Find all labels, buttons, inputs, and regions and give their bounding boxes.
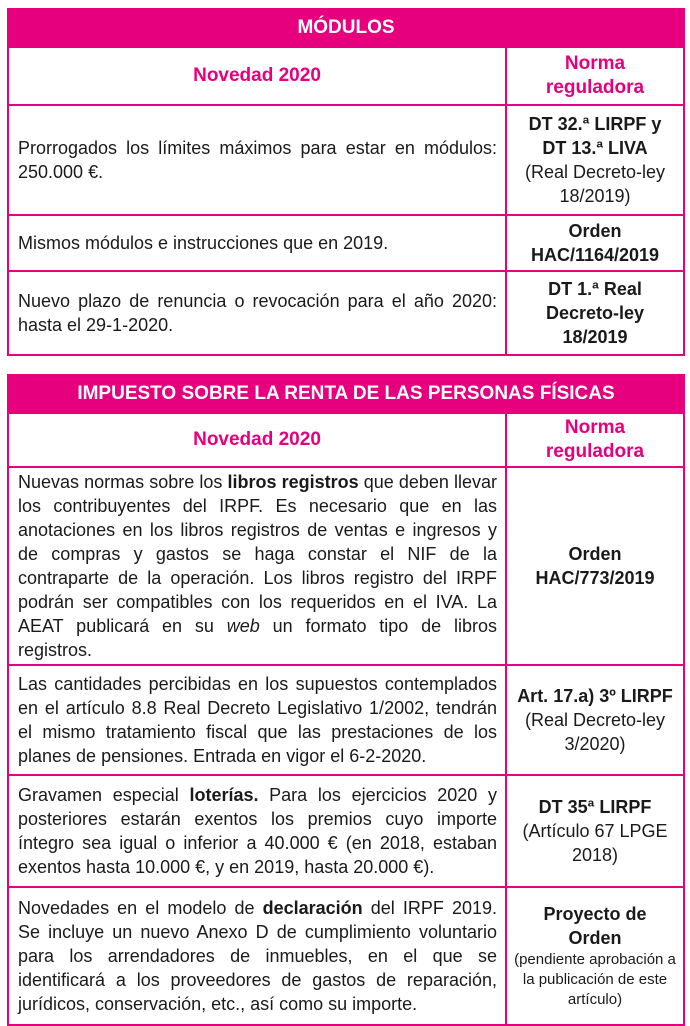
norma-small: (pendiente aprobación a la publicación de este artículo) [514,951,676,1008]
column-header-norma: Norma reguladora [506,47,684,105]
column-header-novedad: Novedad 2020 [8,413,506,467]
desc-bold: libros registros [227,472,359,492]
table-row [8,665,684,775]
row-norma [506,271,684,355]
norma-bold: DT 1.ª Real Decreto-ley 18/2019 [545,279,645,347]
norma-bold: Orden HAC/1164/2019 [530,221,660,265]
norma-bold: Orden HAC/773/2019 [535,544,655,588]
desc-text: del IRPF 2019. Se incluye un nuevo Anexo D de cumplimiento voluntario para los arrendadores de inmuebles, en el que se identificará a los proveedores de gastos de reparación, jurídicos, conservación, etc., así como su importe. [18,898,497,1014]
norma-bold: Proyecto de Orden [543,904,647,948]
desc-italic: web [226,616,260,636]
row-norma [506,105,684,215]
modulos-title: MÓDULOS [8,9,684,47]
norma-bold: DT 35ª LIRPF [538,797,652,817]
row-norma [506,775,684,887]
desc-bold: loterías. [189,785,259,805]
desc-text: un formato tipo de libros registros. [18,616,497,660]
norma-bold: DT 32.ª LIRPF y DT 13.ª LIVA [528,114,662,158]
desc-text: Novedades en el modelo de [18,898,263,918]
row-description [8,467,506,665]
table-row [8,105,684,215]
desc-bold: declaración [262,898,363,918]
row-norma [506,887,684,1025]
row-norma [506,665,684,775]
norma-normal: (Real Decreto-ley 18/2019) [524,162,666,206]
table-row [8,887,684,1025]
table-row [8,467,684,665]
column-header-novedad: Novedad 2020 [8,47,506,105]
row-norma [506,215,684,271]
table-row [8,215,684,271]
desc-text: Gravamen especial [18,785,190,805]
row-description [8,775,506,887]
norma-normal: (Artículo 67 LPGE 2018) [522,821,668,865]
desc-text: Para los ejercicios 2020 y posteriores estarán exentos los premios cuyo importe íntegro sea igual o inferior a 40.000 € (en 2018, estaban exentos hasta 10.000 €, y en 2019, hasta 20.000 €). [18,785,498,877]
row-description: Prorrogados los límites máximos para estar en módulos: 250.000 €. [8,105,506,215]
modulos-table [7,8,685,356]
row-description [8,887,506,1025]
desc-text: Nuevas normas sobre los [18,472,228,492]
norma-normal: (Real Decreto-ley 3/2020) [524,710,666,754]
row-description: Nuevo plazo de renuncia o revocación para el año 2020: hasta el 29-1-2020. [8,271,506,355]
desc-text: que deben llevar los contribuyentes del IRPF. Es necesario que en las anotaciones en los libros registros de ventas e ingresos y de compras y gastos se haga constar el NIF de la contraparte de la operación. Los libros registro del IRPF podrán ser compatibles con los requeridos en el IVA. La AEAT publicará en su [18,472,497,636]
table-row [8,271,684,355]
row-norma [506,467,684,665]
row-description: Mismos módulos e instrucciones que en 2019. [8,215,506,271]
table-row [8,775,684,887]
column-header-norma: Norma reguladora [506,413,684,467]
norma-bold: Art. 17.a) 3º LIRPF [517,686,673,706]
row-description: Las cantidades percibidas en los supuestos contemplados en el artículo 8.8 Real Decreto Legislativo 1/2002, tendrán el mismo tratamiento fiscal que las prestaciones de los planes de pensiones. Entrada en vigor el 6-2-2020. [8,665,506,775]
irpf-table [7,374,685,1026]
irpf-title: IMPUESTO SOBRE LA RENTA DE LAS PERSONAS FÍSICAS [8,375,684,413]
